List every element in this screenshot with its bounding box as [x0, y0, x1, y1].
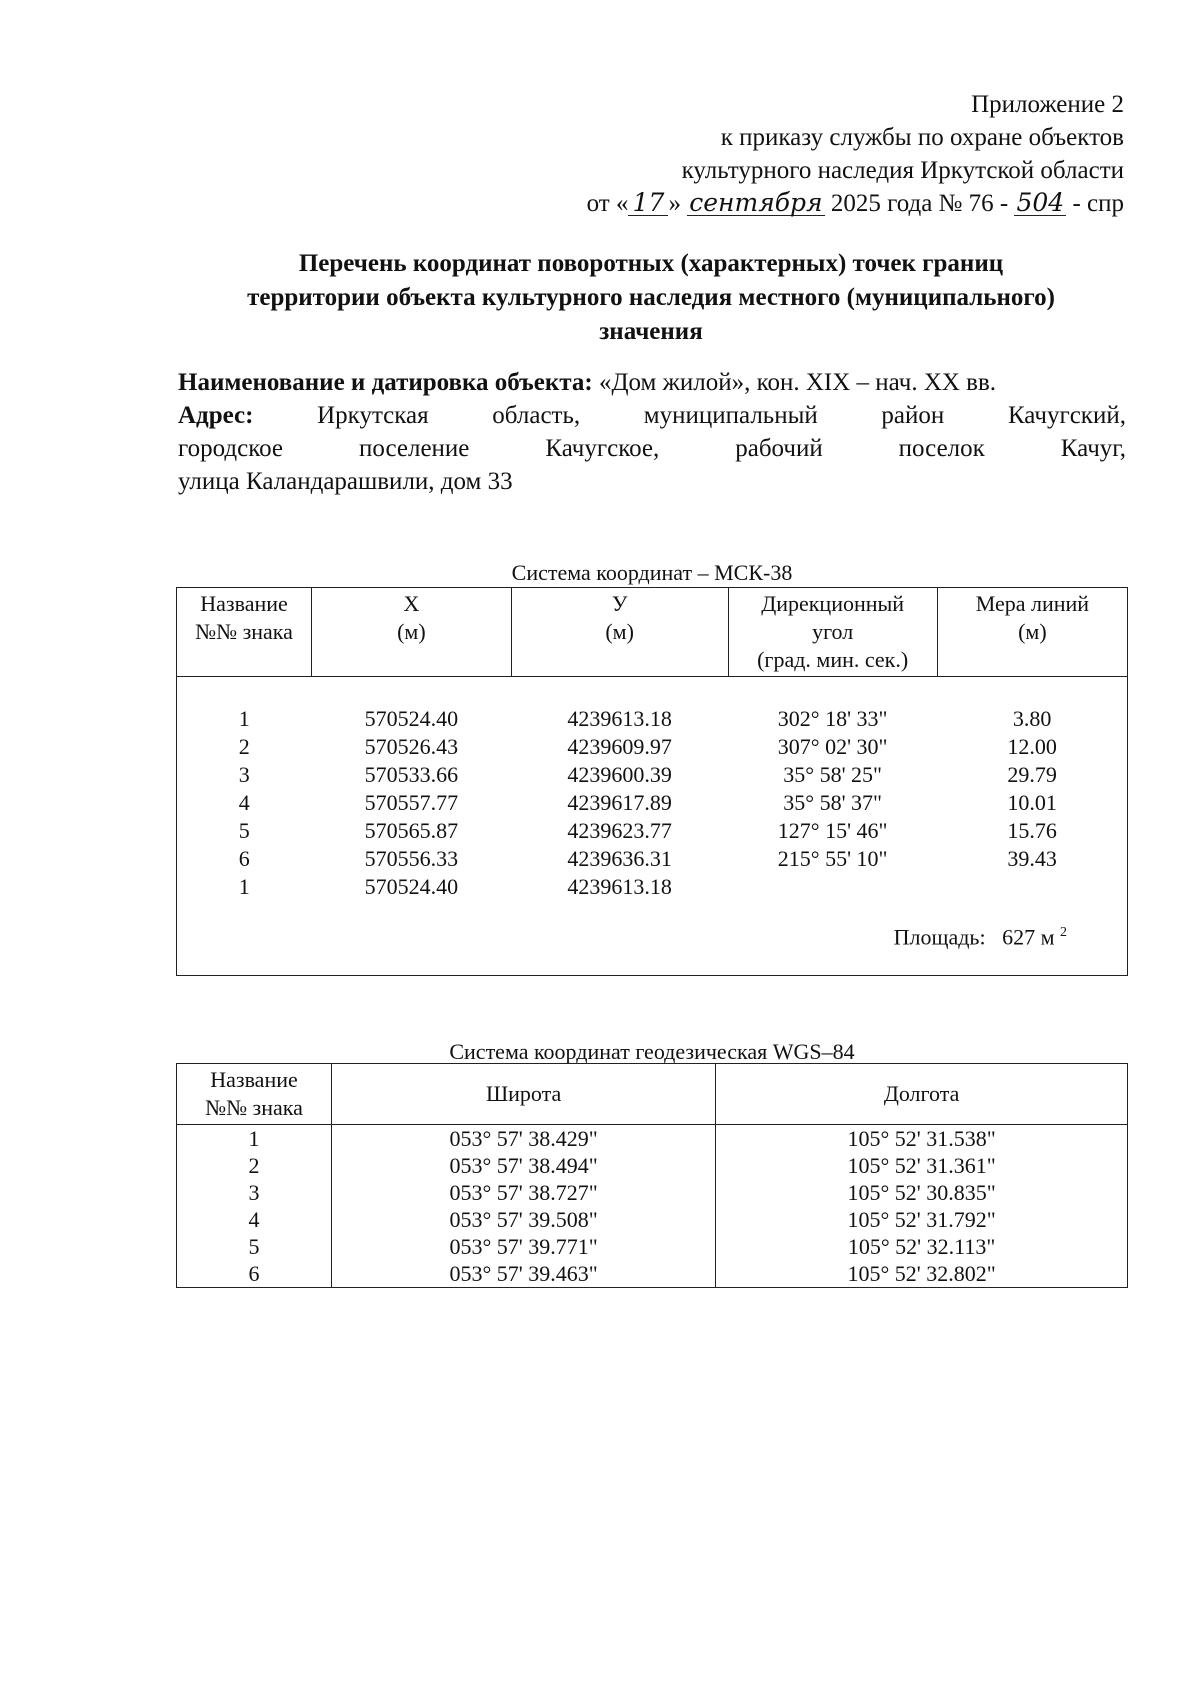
table-cell: 5 — [177, 817, 312, 845]
table-cell: 2 — [177, 1152, 332, 1179]
address-word: городское — [178, 435, 284, 462]
wgs-coordinates-table — [176, 1063, 1128, 1288]
table-cell: 12.00 — [937, 733, 1127, 761]
table-row — [177, 1125, 1128, 1153]
table-row — [177, 1152, 1128, 1179]
address-word: район — [881, 402, 945, 429]
table-cell: 39.43 — [937, 845, 1127, 873]
table-cell: 29.79 — [937, 761, 1127, 789]
annex-year: 2025 года № 76 - — [830, 190, 1009, 217]
table-cell: 053° 57' 38.494" — [332, 1152, 716, 1179]
table-cell: 3 — [177, 1179, 332, 1206]
msk-header-cell: Мера линий (м) — [937, 588, 1127, 677]
table-row — [177, 1206, 1128, 1233]
table-cell: 4239613.18 — [567, 706, 672, 731]
wgs-caption: Система координат геодезическая WGS–84 — [449, 1039, 855, 1064]
annex-suffix: - спр — [1072, 190, 1124, 217]
table-row — [177, 733, 1128, 761]
annex-line-1: Приложение 2 — [971, 91, 1124, 118]
table-cell: 127° 15' 46" — [777, 818, 888, 843]
msk-header-row — [177, 588, 1128, 677]
msk-header-cell: Дирекционный угол (град. мин. сек.) — [728, 588, 937, 677]
address-word: поселок — [898, 435, 985, 462]
table-cell: 3 — [177, 761, 312, 789]
table-row — [177, 1260, 1128, 1288]
table-cell: 35° 58' 25" — [783, 762, 883, 787]
table-cell: 4239600.39 — [567, 762, 672, 787]
address-word: рабочий — [735, 435, 823, 462]
object-name-row — [178, 366, 1126, 399]
table-cell: 570524.40 — [364, 874, 459, 899]
table-cell: 053° 57' 39.508" — [332, 1206, 716, 1233]
address-word: Качуг, — [1060, 435, 1126, 462]
msk-header-cell: У (м) — [511, 588, 728, 677]
msk-caption: Система координат – МСК-38 — [511, 560, 793, 585]
table-cell: 105° 52' 31.792" — [716, 1206, 1128, 1233]
address-line-2 — [178, 432, 1126, 465]
table-cell: 105° 52' 31.538" — [716, 1125, 1128, 1153]
table-cell: 570565.87 — [364, 818, 459, 843]
wgs-header-cell: Название №№ знака — [177, 1064, 332, 1125]
annex-line-2: к приказу службы по охране объектов — [720, 124, 1124, 151]
table-row — [177, 845, 1128, 873]
table-cell: 053° 57' 38.727" — [332, 1179, 716, 1206]
title-line-1: Перечень координат поворотных (характерных) точек границ — [298, 250, 1004, 277]
msk-header-cell: Название №№ знака — [177, 588, 312, 677]
table-cell: 105° 52' 32.113" — [716, 1233, 1128, 1260]
table-cell — [937, 873, 1127, 901]
table-cell: 105° 52' 31.361" — [716, 1152, 1128, 1179]
area-row — [177, 901, 1128, 976]
table-cell: 1 — [177, 677, 312, 734]
table-cell: 15.76 — [937, 817, 1127, 845]
table-cell: 1 — [177, 1125, 332, 1153]
table-cell: 570556.33 — [364, 846, 459, 871]
address-line-3: улица Каландарашвили, дом 33 — [178, 468, 513, 495]
table-cell: 4239617.89 — [567, 790, 672, 815]
wgs-header-cell: Долгота — [716, 1064, 1128, 1125]
wgs-header-cell: Широта — [332, 1064, 716, 1125]
document-title — [176, 247, 1126, 349]
table-cell: 6 — [177, 845, 312, 873]
table-cell: 302° 18' 33" — [777, 706, 888, 731]
handwritten-number: 504 — [1016, 188, 1065, 217]
address-word: муниципальный — [643, 402, 818, 429]
annex-header — [484, 88, 1124, 220]
address-word: Качугское, — [545, 435, 660, 462]
table-cell: 053° 57' 38.429" — [332, 1125, 716, 1153]
area-unit-sup: 2 — [1060, 925, 1067, 940]
address-line-1 — [178, 399, 1126, 432]
table-cell: 053° 57' 39.463" — [332, 1260, 716, 1288]
table-cell: 3.80 — [937, 677, 1127, 734]
annex-mid: » — [668, 190, 681, 217]
msk-header-cell: Х (м) — [312, 588, 512, 677]
table-cell: 35° 58' 37" — [783, 790, 883, 815]
table-cell: 570533.66 — [364, 762, 459, 787]
table-cell: 5 — [177, 1233, 332, 1260]
area-value: 627 м — [1002, 924, 1055, 950]
table-cell: 307° 02' 30" — [777, 734, 888, 759]
table-cell: 105° 52' 32.802" — [716, 1260, 1128, 1288]
address-word: Иркутская — [317, 402, 429, 429]
table-row — [177, 1233, 1128, 1260]
table-cell — [728, 873, 937, 901]
address-label: Адрес: — [178, 402, 254, 429]
table-row — [177, 1179, 1128, 1206]
table-cell: 053° 57' 39.771" — [332, 1233, 716, 1260]
table-cell: 4 — [177, 789, 312, 817]
msk-coordinates-table — [176, 587, 1128, 976]
table-cell: 570526.43 — [364, 734, 459, 759]
table-row — [177, 789, 1128, 817]
address-word: поселение — [358, 435, 470, 462]
table-cell: 6 — [177, 1260, 332, 1288]
handwritten-month: сентября — [689, 188, 823, 217]
table-row — [177, 817, 1128, 845]
table-row — [177, 761, 1128, 789]
address-word: область, — [492, 402, 581, 429]
wgs-header-row — [177, 1064, 1128, 1125]
object-info — [178, 366, 1126, 498]
table-cell: 4239623.77 — [567, 818, 672, 843]
table-cell: 4239636.31 — [567, 846, 672, 871]
object-name-label: Наименование и датировка объекта: — [178, 369, 593, 396]
object-name-value: «Дом жилой», кон. XIX – нач. XX вв. — [598, 369, 997, 396]
table-row — [177, 677, 1128, 734]
annex-from: от « — [586, 190, 629, 217]
table-cell: 10.01 — [937, 789, 1127, 817]
address-word: Качугский, — [1007, 402, 1126, 429]
table-cell: 4239609.97 — [567, 734, 672, 759]
handwritten-day: 17 — [628, 191, 668, 216]
table-cell: 570524.40 — [364, 706, 459, 731]
annex-line-4 — [484, 187, 1124, 220]
area-label: Площадь: — [893, 924, 986, 950]
table-cell: 570557.77 — [364, 790, 459, 815]
table-cell: 4 — [177, 1206, 332, 1233]
annex-line-3: культурного наследия Иркутской области — [681, 157, 1124, 184]
area-cell — [177, 901, 1128, 976]
title-line-3: значения — [599, 318, 703, 345]
table-cell: 215° 55' 10" — [777, 846, 888, 871]
title-line-2: территории объекта культурного наследия местного (муниципального) — [247, 284, 1055, 311]
table-cell: 105° 52' 30.835" — [716, 1179, 1128, 1206]
table-cell: 1 — [177, 873, 312, 901]
table-row — [177, 873, 1128, 901]
table-cell: 4239613.18 — [567, 874, 672, 899]
table-cell: 2 — [177, 733, 312, 761]
